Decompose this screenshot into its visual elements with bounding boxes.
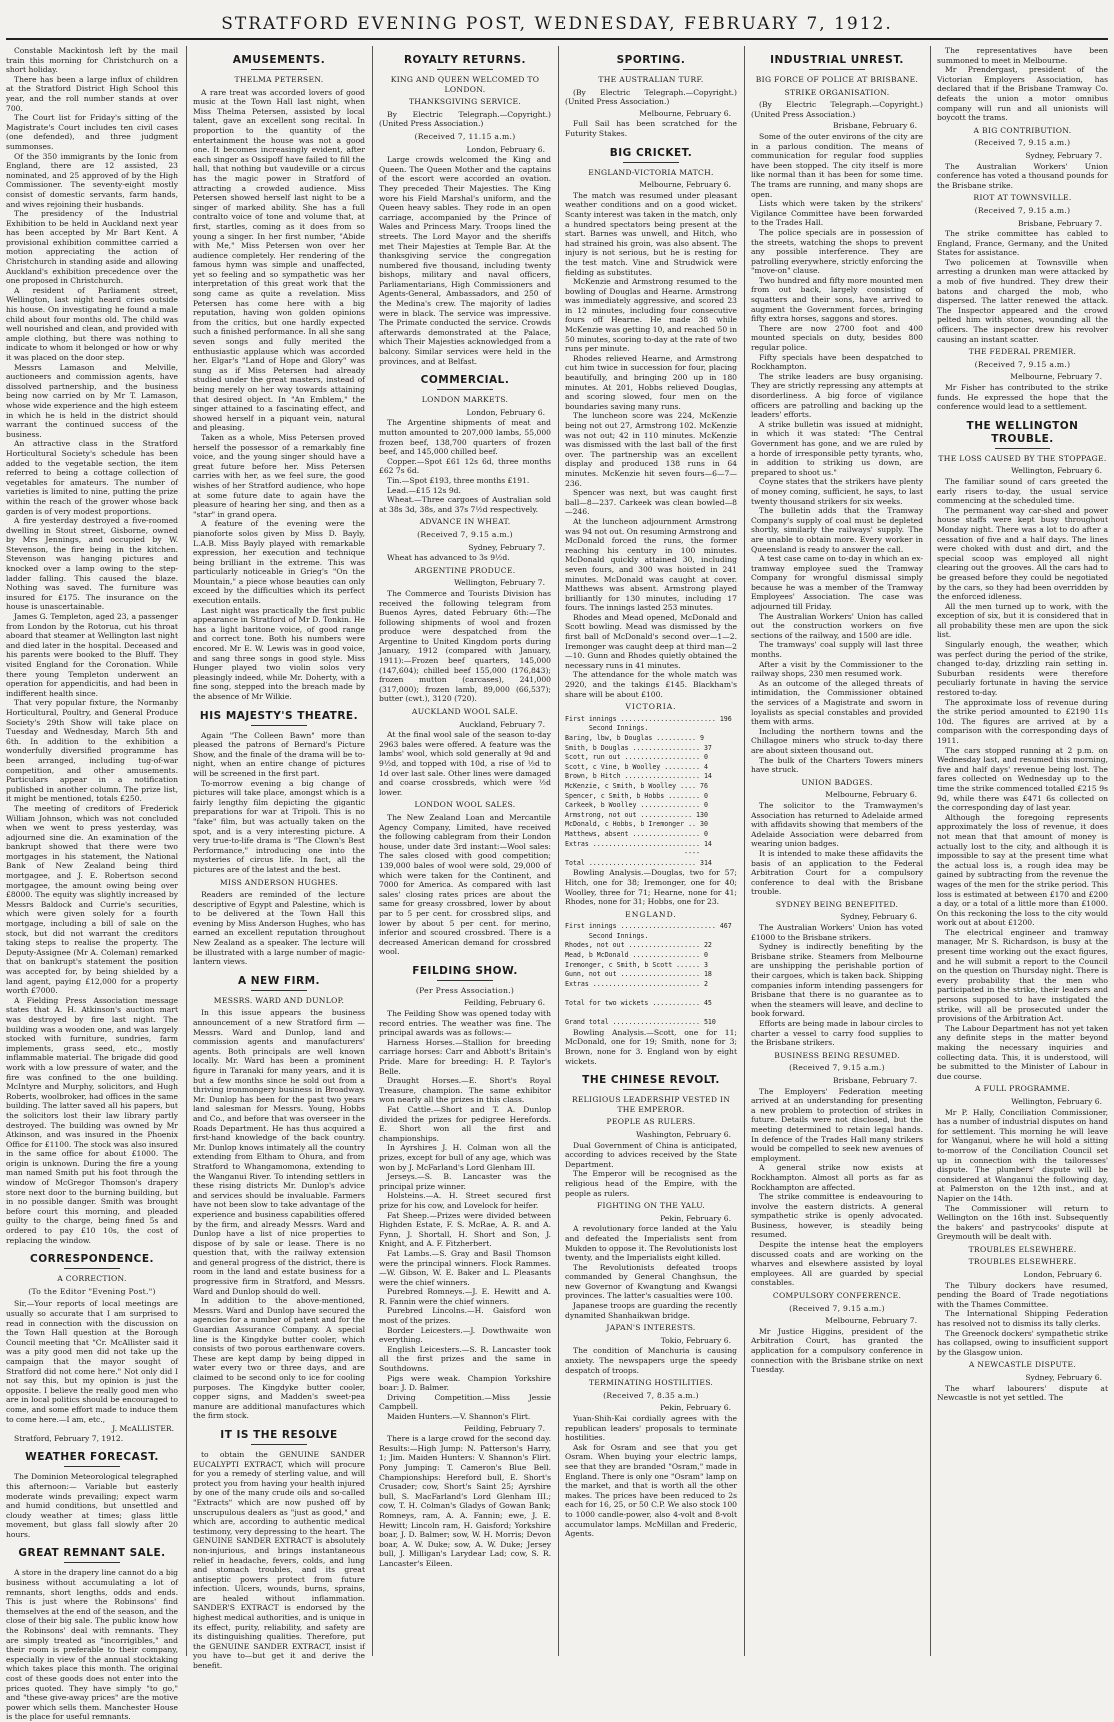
subheading: A BIG CONTRIBUTION. — [973, 125, 1072, 135]
paragraph: The Emperor will be recognised as the religious head of the Empire, with the people as rulers. — [565, 1169, 737, 1198]
paragraph: Mr Justice Higgins, president of the Arbitration Court, has granted the application for a compulsory conference in connection with the Brisbane strike on next Tuesday. — [751, 1326, 923, 1375]
paragraph: Taken as a whole, Miss Petersen proved herself the possessor of a remarkably fine voice, and the young singer should have a great future before her. Miss Petersen carries with her, as we feel sure, the good wishes of her Stratford audience, who hope at some future date to again have the pleasure of hearing her sing, and then as a "star" in grand opera. — [193, 432, 365, 519]
heading-rule — [437, 69, 492, 70]
paragraph: Fifty specials have been despatched to Rockhampton. — [751, 352, 923, 372]
subheading: (Received 7, 9.15 a.m.) — [974, 138, 1071, 148]
paragraph: The presidency of the Industrial Exhibition to be held in Auckland next year has been accepted by Mr Bart Kent. A provisional exhibition committee carried a motion appreciating the action of Christchurch in standing aside and allowing Auckland's exhibition precedence over the one proposed in Christchurch. — [6, 209, 178, 286]
heading-rule — [623, 69, 678, 70]
subheading: (Received 7, 11.15 a.m.) — [414, 131, 516, 141]
paragraph: Ask for Osram and see that you get Osram. When buying your electric lamps, see that they are branded "Osram," made in England. There is only one "Osram" lamp on the market, and that is worth all the other makes. The prices have been reduced to 2s each for 16, 25, or 50 C.P. We also stock 100 to 1000 candle-power, also 4-volt and 8-volt accumulator lamps. McMillan and Frederic, Agents. — [565, 1442, 737, 1539]
paragraph: A fire yesterday destroyed a five-roomed dwelling in Stout street, Gisborne, owned by Mrs Jennings, and occupied by W. Stevenson, the fire being in the kitchen. Stevenson was hanging pictures and knocked over a lamp owing to the step-ladder falling. This caused the blaze. Nothing was saved. The furniture was insured for £175. The insurance on the house is unascertainable. — [6, 516, 178, 612]
paragraph: It is intended to make these affidavits the basis of an application to the Federal Arbitration Court for a compulsory conference to deal with the Brisbane trouble. — [751, 848, 923, 897]
subheading: KING AND QUEEN WELCOMED TO LONDON. — [390, 75, 540, 94]
dateline: London, February 6. — [466, 144, 545, 154]
paragraph: There has been a large influx of children at the Stratford District High School this year, and the roll number stands at over 700. — [6, 74, 178, 113]
paragraph: Bowling Analysis.—Douglas, two for 57; Hitch, one for 38; Iremonger, one for 40; Woolley, three for 71; Hearne, none for 41; Rhodes, none for 31; Hobbs, one for 23. — [565, 868, 737, 907]
paragraph: Of the 350 immigrants by the Ionic from England, there are 12 assisted, 23 nominated, and 25 approved of by the High Commissioner. The seventy-eight mostly consist of domestic servants, farm hands, and wives rejoining their husbands. — [6, 151, 178, 209]
paragraph: A revolutionary force landed at the Yalu and defeated the Imperialists sent from Mukden to oppose it. The Revolutionists lost twenty, and the Imperialists eight killed. — [565, 1224, 737, 1263]
dateline: Brisbane, February 6. — [833, 121, 917, 131]
paragraph: The strike leaders are busy organising. They are strictly repressing any attempts at disorderliness. A big force of vigilance officers are patrolling and backing up the leaders' efforts. — [751, 371, 923, 420]
paragraph: At the final wool sale of the season to-day 2963 bales were offered. A feature was the lambs' wool, which sold generally at 9d and 9½d, and topped with 10d, a rise of ½d to 1d over last sale. Other lines were damaged and coarse crossbreds, which were ½d lower. — [379, 730, 551, 797]
paragraph: Holsteins.—A. H. Street secured first prize for his cow, and Lovelock for heifer. — [379, 1191, 551, 1210]
paragraph: Purebred Lincolns.—H. Gaisford won most of the prizes. — [379, 1306, 551, 1326]
paragraph: Dual Government of China is anticipated, according to advices received by the State Department. — [565, 1140, 737, 1169]
dateline: London, February 6. — [466, 407, 545, 417]
dateline: Auckland, February 7. — [459, 719, 545, 729]
paragraph: In this issue appears the business announcement of a new Stratford firm —Messrs. Ward and Dunlop, land and commission agents and manufacturers' agents. Both principals are well known locally. Mr. Ward has been a prominent figure in Taranaki for many years, and it is but a few months since he sold out from a thriving ironmongery business in Broadway. Mr. Dunlop has been for the past two years land salesman for Messrs. Young, Hobbs and Co., and before that was overseer in the Roads Department. He has thus acquired a first-hand knowledge of the back country. Mr. Dunlop knows intimately all the country extending from Eltham to Ohura, and from Stratford to Whangamomona, extending to the Wanganui River. To intending settlers in these rising districts Mr. Dunlop's advice and services should be invaluable. Farmers have not been slow to take advantage of the experience and business capabilities offered by the firm, and already Messrs. Ward and Dunlop have a list of nice properties to dispose of by sale or lease. There is no question that, with the railway extension and general progress of the district, there is room in the land and estate business for a progressive firm in Stratford, and Messrs. Ward and Dunlop should do well. — [193, 1008, 365, 1296]
paragraph: James G. Templeton, aged 23, a passenger from London by the Rotorua, cut his throat aboard that steamer at Wellington last night and died later in the hospital. Deceased and his parents were booked to the Bluff. They visited England for the Coronation. While there young Templeton underwent an operation for appendicitis, and had been in indifferent health since. — [6, 612, 178, 698]
paragraph: The bulletin adds that the Tramway Company's supply of coal must be depleted shortly, similarly the railways' supply. The are unable to obtain more. Every worker in Queensland is ready to answer the call. — [751, 506, 923, 554]
paragraph: Two policemen at Townsville when arresting a drunken man were attacked by a mob of five hundred. They drew their batons and charged the mob, who dispersed. The latter renewed the attack. The Inspector appeared and the crowd pelted him with stones, wounding all the officers. The inspector drew his revolver causing an instant scatter. — [937, 257, 1108, 344]
paragraph: An attractive class in the Stratford Horticultural Society's schedule has been added to the vegetable section, the item referred to being a cottage collection of vegetables for amateurs. The number of varieties is limited to nine, putting the prize within the reach of the grower whose back garden is of very modest proportions. — [6, 439, 178, 516]
paragraph: As an outcome of the alleged threats of intimidation, the Commissioner obtained the services of a Magistrate and sworn in loyalists as special constables and provided them with arms. — [751, 678, 923, 727]
paragraph: Including the northern towns and the Chillagoe miners who struck to-day there are about sixteen thousand out. — [751, 726, 923, 755]
paragraph: Sydney is indirectly benefiting by the Brisbane strike. Steamers from Melbourne are unshipping the perishable portion of their cargoes, which is taken back. Shipping companies inform intending passengers for Brisbane that there is no guarantee as to when the steamers will leave, and decline to book forward. — [751, 942, 923, 1019]
scorecard: First innings ........................ 467 Second Innings. Rhodes, not out .................. 22 Mead, b McDonald ................. 0 Iremonger, c Smith, b Scott ...... 3 Gunn, not out .................... 18 Extras ........................... 2 Total for two wickets ............ 45 Grand total ...................... 510 — [565, 922, 732, 1027]
paragraph: Jerseys.—S. B. Lancaster was the principal prize winner. — [379, 1172, 551, 1191]
paragraph: That very popular fixture, the Normanby Horticultural, Poultry, and General Produce Society's 29th Show will take place on Tuesday and Wednesday, March 5th and 6th. In addition to the exhibition a wonderfully diversified programme has been arranged, including tug-of-war competition, and other amusements. Particulars appear in a notification published in another column. The prize list, it might be mentioned, totals £250. — [6, 698, 178, 804]
column-rule — [558, 46, 559, 1656]
paragraph: A store in the drapery line cannot do a big business without accumulating a lot of remnants, short lengths, odds and ends. This is just where the Robinsons' find themselves at the end of the season, and the close of their big sale. The public know how the Robinsons' deal with remnants. They are simply treated as "incorrigibles," and their room is preferable to their company, especially in view of the annual stocktaking which takes place this month. The original cost of these goods does not enter into the prices quoted. They have simply "to go," and "these give-away prices" are the motive power which sells them. Manchester House is the place for useful remnants. — [6, 1568, 178, 1722]
paragraph: Bowling Analysis.—Scott, one for 11; McDonald, one for 19; Smith, none for 3; Brown, none for 3. England won by eight wickets. — [565, 1027, 737, 1066]
paragraph: Tin.—Spot £193, three months £191. — [387, 475, 530, 485]
paragraph: Mr Fisher has contributed to the strike funds. He expressed the hope that the conference would lead to a settlement. — [937, 383, 1108, 412]
column-4 — [565, 46, 737, 1656]
heading-rule — [623, 1089, 678, 1090]
paragraph: Yuan-Shih-Kai cordially agrees with the republican leaders' proposals to terminate hostilities. — [565, 1414, 737, 1443]
section-heading: THE CHINESE REVOLT. — [582, 1074, 720, 1087]
paragraph: Despite the intense heat the employers discussed coats and are working on the wharves and elsewhere assisted by loyal employees. All are guarded by special constables. — [751, 1240, 923, 1288]
masthead — [6, 14, 1108, 40]
paragraph: The police specials are in possession of the streets, watching the shops to prevent any possible interference. They are patrolling everywhere, strictly enforcing the "move-on" clause. — [751, 227, 923, 276]
subheading: UNION BADGES. — [801, 777, 873, 787]
column-5 — [751, 46, 923, 1656]
subheading: TROUBLES ELSEWHERE. — [968, 1244, 1077, 1254]
paragraph: All the men turned up to work, with the exception of six, but it is considered that in all probability these men are upon the sick list. — [937, 601, 1108, 640]
heading-rule — [64, 1562, 119, 1563]
paragraph: Fat Cattle.—Short and T. A. Dunlop divided the prizes for pedigree Herefords. E. Short won all the first and championships. — [379, 1105, 551, 1143]
paragraph: The cars stopped running at 2 p.m. on Wednesday last, and resumed this morning, five and half days' revenue being lost. The fares collected on Wednesday up to the time the strike commenced totalled £215 9s 9d, while there was £471 6s collected on the corresponding day of last year. — [937, 745, 1108, 813]
paragraph: Coyne states that the strikers have plenty of money coming, sufficient, he says, to last twenty thousand strikers for six weeks. — [751, 477, 923, 506]
subheading: MESSRS. WARD AND DUNLOP. — [213, 995, 345, 1005]
section-heading: WEATHER FORECAST. — [25, 1451, 159, 1464]
subheading: (Received 7, 9.15 a.m.) — [974, 359, 1071, 369]
dateline: Sydney, February 6. — [1025, 1373, 1102, 1382]
scorecard-heading: ENGLAND. — [625, 909, 677, 919]
heading-rule — [251, 990, 306, 991]
paragraph: The Employers' Federation meeting arrived at an understanding for presenting a new problem to protection of strikes in future. Details were not disclosed, but the meeting determined to retain legal hands. In defence of the Trades Hall many strikers would be compelled to seek new avenues of employment. — [751, 1086, 923, 1163]
paragraph: The Revolutionists defeated troops commanded by General Changhsun, the new Governor of Kwangtung and Kwangsi provinces. The latter's casualties were 100. — [565, 1262, 737, 1301]
paragraph: Lead.—£15 12s 9d. — [387, 485, 461, 495]
dateline: Washington, February 6. — [636, 1129, 731, 1139]
section-heading: AMUSEMENTS. — [232, 54, 326, 66]
heading-rule — [809, 69, 864, 70]
paragraph: The Dominion Meteorological telegraphed this afternoon:— Variable but easterly moderate winds prevailing; expect warm and humid conditions, but unsettled and cloudy weather at times; glass little movement, but glass fall slowly after 20 hours. — [6, 1472, 178, 1539]
heading-rule — [437, 389, 492, 390]
heading-rule — [64, 1466, 119, 1467]
paragraph: At the luncheon adjournment Armstrong was 94 not out. On resuming Armstrong and McDonald forced the runs, the former reaching his century in 100 minutes. McDonald quickly attained 30, including seven fours, and 300 was hoisted in 241 minutes. McDonald was caught at cover. Matthews was absent. Armstrong played brilliantly for 130 minutes, including 17 fours. The innings lasted 253 minutes. — [565, 516, 737, 613]
signature: J. McALLISTER. — [112, 1424, 174, 1434]
section-heading: FEILDING SHOW. — [412, 964, 518, 977]
column-rule — [744, 46, 745, 1656]
subheading: THE LOSS CAUSED BY THE STOPPAGE. — [938, 453, 1107, 463]
subheading: (To the Editor "Evening Post.") — [28, 1286, 156, 1296]
column-2 — [193, 46, 365, 1671]
subheading: (Received 7, 9.15 a.m.) — [417, 529, 513, 539]
paragraph: Border Leicesters.—J. Dowthwaite won everything. — [379, 1325, 551, 1345]
paragraph: A general strike now exists at Rockhampton. Almost all ports as far as Rockhampton are affected. — [751, 1163, 923, 1192]
paragraph: English Leicesters.—S. R. Lancaster took all the first prizes and the same in Southdowns. — [379, 1344, 551, 1374]
paragraph: Readers are reminded of the lecture descriptive of Egypt and Palestine, which is to be delivered at the Town Hall this evening by Miss Anderson Hughes, who has earned an excellent reputation throughout New Zealand as a speaker. The lecture will be illustrated with a large number of magic-lantern views. — [193, 890, 365, 967]
heading-rule — [251, 1444, 306, 1445]
section-heading: A NEW FIRM. — [237, 974, 321, 987]
subheading: THE AUSTRALIAN TURF. — [598, 75, 704, 84]
column-rule — [372, 46, 373, 1656]
paragraph: The Court list for Friday's sitting of the Magistrate's Court includes ten civil cases (one defended), and three judgment summonses. — [6, 113, 178, 151]
subheading: A FULL PROGRAMME. — [975, 1084, 1070, 1094]
subheading: THELMA PETERSEN. — [234, 75, 324, 84]
subheading: (Received 7, 9.15 a.m.) — [789, 1063, 885, 1073]
paragraph: The Australian Workers' Union has called out the construction workers on five sections of the railway, and 1500 are idle. — [751, 611, 923, 640]
subheading: ENGLAND-VICTORIA MATCH. — [588, 167, 714, 177]
paragraph: The permanent way car-shed and power house staffs were kept busy throughout Monday night. There was a lot to do after a cessation of five and a half days. The lines were choked with dust and dirt, and the special scoop was employed all night clearing out the grooves. All the cars had to be greased before they could be negotiated by the cars, so they had been overridden by the enforced idleness. — [937, 505, 1108, 602]
paragraph: McKenzie and Armstrong resumed to the bowling of Douglas and Hearne. Armstrong was immediately aggressive, and scored 23 in 12 minutes, including four consecutive fours off Hearne. He made 38 while McKenzie was getting 10, and reached 50 in 50 minutes, scoring to-day at the rate of two runs per minute. — [565, 277, 737, 354]
paragraph: The bulk of the Charters Towers miners have struck. — [751, 755, 923, 775]
paragraph: The International Shipping Federation has resolved not to dismiss its tally clerks. — [937, 1309, 1108, 1329]
paragraph: The meeting of creditors of Frederick William Johnson, which was not concluded when we went to press yesterday, was adjourned sine die. An examination of the bankrupt showed that there were two mortgages in his statement, the National Bank of New Zealand being third mortgagee, and J. E. Robertson second mortgagee, the amount owing being over £8000. The equity was slightly increased by Messrs Baldock and Currie's securities, which were given solely for a fourth mortgage, including a bill of sale on the stock, but did not warrant the creditors taking steps to realise the property. The Deputy-Assignee (Mr A. Coleman) remarked that on bankrupt's statement the position was accepted for, by being shielded by a land agent, paying £12,000 for a property worth £7000. — [6, 803, 178, 996]
subheading: (Per Press Association.) — [415, 985, 515, 995]
section-heading: ROYALTY RETURNS. — [403, 54, 527, 66]
subheading: TERMINATING HOSTILITIES. — [588, 1378, 714, 1388]
dateline: Brisbane, February 7. — [1018, 218, 1102, 228]
dateline: Sydney, February 7. — [468, 542, 545, 552]
paragraph: Fat Sheep.—Prizes were divided between Highden Estate, F. S. McRae, A. R. and A. Fynn, J. Shortall, H. Short and Son, J. Knight, and A. F. Fitzherbert. — [379, 1210, 551, 1249]
paragraph: The Argentine shipments of meat and mutton amounted to 207,000 lambs, 55,000 frozen beef, 138,700 quarters of frozen beef, and 145,000 chilled beef. — [379, 418, 551, 457]
paragraph: Purebred Romneys.—J. E. Hewitt and A. R. Fannin were the chief winners. — [379, 1287, 551, 1306]
paragraph: Efforts are being made in labour circles to charter a vessel to carry food supplies to the Brisbane strikers. — [751, 1019, 923, 1048]
paragraph: Mr Prendergast, president of the Victorian Employers Association, has declared that if the Brisbane Tramway Co. defeats the union a motor omnibus company will run and all unionists will boycott the trams. — [937, 65, 1108, 123]
section-heading: HIS MAJESTY'S THEATRE. — [199, 709, 359, 722]
paragraph: Messrs Lamason and Melville, auctioneers and commission agents, have dissolved partnership, and the business being now carried on by Mr T. Lamason, whose wide experience and the high esteem in which he is held in the district should warrant the continued success of the business. — [6, 362, 178, 439]
subheading: LONDON MARKETS. — [421, 395, 509, 405]
dateline: Brisbane, February 7. — [833, 1075, 917, 1085]
paragraph: Sir,—Your reports of local meetings are usually so accurate that I am surprised to read in connection with the discussion on the Town Hall question at the Borough Council meeting that "Cr. McAllister said it was a pity good men did not take up the campaign that the mayor sought of Stratford did not come here." Not only did I not say this, but my opinion is just the opposite. I believe the really good men who are in local politics should be encouraged to come, and some effort made to induce them to come here.—I am, etc., — [6, 1299, 178, 1424]
column-6 — [937, 46, 1108, 1656]
subheading: STRIKE ORGANISATION. — [784, 87, 890, 97]
paragraph: Large crowds welcomed the King and Queen. The Queen Mother and the captains of the escort were accorded an ovation. They preceded Their Majesties. The King wore his Field Marshal's uniform, and the Queen heavy sables. They rode in an open carriage, accompanied by the Prince of Wales and Princess Mary. Troops lined the streets. The Lord Mayor and the sheriffs met Their Majesties at Temple Bar. At the thanksgiving service the congregation numbered five thousand, including twenty bishops, military and naval officers, Parliamentarians, High Commissioners and Agents-General, Ambassadors, and 250 of the Medina's crew. The majority of ladies were in black. The service was impressive. The Primate conducted the service. Crowds afterwards demonstrated at the Palace, which Their Majesties acknowledged from a balcony. Similar services were held in the provinces, and at Belfast. — [379, 155, 551, 366]
paragraph: Pigs were weak. Champion Yorkshire boar: J. D. Balmer. — [379, 1373, 551, 1393]
paragraph: Stratford, February 7, 1912. — [14, 1433, 124, 1443]
dateline: Sydney, February 7. — [1025, 150, 1102, 160]
paragraph: Last night was practically the first public appearance in Stratford of Mr D. Tonkin. He has a light baritone voice, of good range and correct tone. Both his numbers were encored. Mr E. W. Lewis was in good voice, and sang three songs in good style. Miss Hunger played two violin solos very pleasingly indeed, while Mr. Doherty, with a fine song, stepped into the breach made by the absence of Mr Wilkie. — [193, 605, 365, 701]
heading-rule — [251, 69, 306, 70]
subheading: ARGENTINE PRODUCE. — [414, 565, 516, 575]
subheading: FIGHTING ON THE YALU. — [596, 1201, 706, 1211]
paragraph: Harness Horses.—Stallion for breeding carriage horses: Carr and Abbott's Britain's Pride. Mare for breeding: H. P. Taylor's Belle. — [379, 1037, 551, 1076]
paragraph: A resident of Parliament street, Wellington, last night heard cries outside his house. On investigating he found a male child about four months old. The child was well nourished and clean, and provided with ample clothing, but there was nothing to indicate to whom it belonged or how or why it was placed on the door step. — [6, 285, 178, 362]
paragraph: There is a large crowd for the second day. Results:—High Jump: N. Patterson's Harry, 1; Jim. Maiden Hunters: V. Shannon's Flirt. Pony Jumping: T. Cameron's Blue Bell. Championships: Hereford bull, E. Short's Crusader; cow, Short's Saint 25; Ayrshire bull, S. MacFarland's Lord Glenham III.; cow, T. H. Colman's Gladys of Gowan Bank; Romneys, ram, A. A. Fannin; ewe, J. E. Hewitt; Lincoln ram, H. Gaisford; Yorkshire boar, J. D. Balmer; sow, W. H. Morris; Devon boar, A. W. Duke; sow, A. W. Duke; Jersey bull, J. Milligan's Larydear Lad; cow, S. R. Lancaster's Eileen. — [379, 1434, 551, 1568]
dateline: Melbourne, February 6. — [825, 790, 917, 800]
paragraph: The wharf labourers' dispute at Newcastle is not yet settled. The — [937, 1383, 1108, 1403]
paragraph: Wheat has advanced to 3s 9½d. — [387, 553, 510, 563]
paragraph: The Greenock dockers' sympathetic strike has collapsed, owing to insufficient support by the Glasgow union. — [937, 1328, 1108, 1357]
dateline: Wellington, February 6. — [1011, 466, 1102, 476]
paragraph: The Feilding Show was opened today with record entries. The weather was fine. The principal awards was as follows:— — [379, 1009, 551, 1038]
paragraph: A feature of the evening were the pianoforte solos given by Miss D. Bayly, L.A.B. Miss Bayly played with remarkable expression, her execution and technique being brilliant in the extreme. This was particularly noticeable in Grieg's "On the Mountain," a piece whose beauties can only exceed by the difficulties which its perfect execution entails. — [193, 519, 365, 606]
dateline: Pekin, February 6. — [660, 1403, 731, 1413]
subheading: RIOT AT TOWNSVILLE. — [973, 193, 1072, 203]
subheading: (Received 7, 8.35 a.m.) — [603, 1390, 699, 1400]
paragraph: A rare treat was accorded lovers of good music at the Town Hall last night, when Miss Thelma Petersen, assisted by local talent, gave an excellent song recital. In proportion to the quantity of the entertainment the house was not a good one. It becomes increasingly evident, after each singer as Ossipoff have failed to fill the hall, that nothing but vaudeville or a circus has the magic power in Stratford of attracting a crowded audience. Miss Petersen showed herself last night to be a singer of marked ability. She has a full contralto voice of tone and volume that, at first, startles, coming as it does from so young a singer. In her first number, "Abide with Me," Miss Petersen won over her audience completely. Her rendering of the famous hymn was simple and unaffected, yet so feeling and so sympathetic was her interpretation of this great work that the song came as quite a revelation. Miss Petersen has come here with a big reputation, having won golden opinions from the critics, but one hardly expected such a finished performance. In all she sang seven songs and fully merited the enthusiastic applause which was accorded her. Elgar's "Land of Hope and Glory" was sung as if Miss Petersen had already studied under the great masters, instead of being merely on her way towards attaining that desired object. In "An Emblem," the singer attained to a fascinating effect, and showed herself in a piquant vein, natural and pleasing. — [193, 87, 365, 433]
paragraph: The Commerce and Tourists Division has received the following telegram from Buenos Ayres, dated February 6th:—The following shipments of wool and frozen produce were despatched from the Argentine to United Kingdom ports during January, 1912 (compared with January, 1911):—Frozen beef quarters, 145,000 (147,604); chilled beef 155,000 (176,843); frozen mutton (carcases), 241,000 (317,000); frozen lamb, 89,000 (66,537); butter (cwt.), 3120 (720). — [379, 588, 551, 704]
paragraph: After a visit by the Commissioner to the railway shops, 230 men resumed work. — [751, 659, 923, 679]
paragraph: The Labour Department has not yet taken any definite steps in the matter beyond making the necessary inquiries and collecting data. This, it is understood, will be submitted to the Minister of Labour in due course. — [937, 1023, 1108, 1081]
paragraph: Spencer was next, but was caught first ball—8—237. Carkeek was clean bowled—8—246. — [565, 488, 737, 517]
column-1 — [6, 46, 178, 1722]
subheading: ADVANCE IN WHEAT. — [419, 517, 511, 527]
paragraph: The solicitor to the Tramwaymen's Association has returned to Adelaide armed with affidavits showing that members of the Adelaide Association were debarred from wearing union badges. — [751, 800, 923, 849]
paragraph: Fat Lambs.—S. Gray and Basil Thomson were the principal winners. Flock Rammes.—W. Gibson, W. E. Baker and L. Pleasants were the chief winners. — [379, 1248, 551, 1287]
paragraph: The New Zealand Loan and Mercantile Agency Company, Limited, have received the following cablegram from their London house, under date 3rd instant:—Wool sales: The sales closed with good competition; 139,000 bales of wool were sold, 29,000 of which were taken for the Continent, and 7000 for America. As compared with last sales' closing rates prices are about the same for greasy crossbred, lower by about par to 5 per cent. for crossbred slips, and lower by about 5 per cent. for merino, inferior and scoured crossbred. There is a decreased American demand for crossbred wool. — [379, 812, 551, 957]
paragraph: The representatives have been summoned to meet in Melbourne. — [937, 46, 1108, 65]
subheading: A NEWCASTLE DISPUTE. — [968, 1360, 1077, 1370]
subheading: THANKSGIVING SERVICE. — [408, 97, 522, 107]
scorecard: First innings ........................ 196 Second Innings. Baring, lbw, b Douglas .......... 9 Smith, b Douglas ................. 37 Scott, run out ................... 0 Scott, c Vine, b Woolley ......... 4 Brown, b Hitch ................... 14 McKenzie, c Smith, b Woolley .... 76 Spencer, c Smith, b Hobbs ........ 0 Carkeek, b Woolley ............... 0 Armstrong, not out ............. 130 McDonald, c Hobbs, b Iremonger .. 30 Matthews, absent ................. 0 Extras ........................... 14 ---- Total ........................... 314 — [565, 714, 732, 867]
paragraph: Lists which were taken by the strikers' Vigilance Committee have been forwarded to the Trades Hall. — [751, 199, 923, 228]
subheading: LONDON WOOL SALES. — [414, 800, 516, 810]
scorecard-heading: VICTORIA. — [625, 702, 677, 712]
dateline: Melbourne, February 7. — [1010, 372, 1102, 382]
heading-rule — [995, 448, 1050, 449]
paragraph: The strike committee has cabled to England, France, Germany, and the United States for assistance. — [937, 229, 1108, 258]
section-heading: SPORTING. — [616, 54, 686, 66]
dateline: Melbourne, February 7. — [825, 1316, 917, 1326]
paragraph: The Australian Workers' Union conference has voted a thousand pounds for the Brisbane strike. — [937, 161, 1108, 190]
paragraph: By Electric Telegraph.—Copyright.) (United Press Association.) — [379, 109, 551, 129]
paragraph: The luncheon score was 224, McKenzie being not out 27, Armstrong 102. McKenzie was not out; 42 in 110 minutes. McKenzie was dismissed with the last ball of the first over. The partnership was an excellent display and produced 138 runs in 64 minutes. McKenzie hit seven fours—6—7—236. — [565, 411, 737, 488]
subheading: RELIGIOUS LEADERSHIP VESTED IN THE EMPEROR. — [571, 1095, 731, 1114]
section-heading: CORRESPONDENCE. — [30, 1253, 154, 1266]
subheading: SYDNEY BEING BENEFITED. — [775, 899, 899, 909]
paragraph: (By Electric Telegraph.—Copyright.) (United Press Association.) — [751, 100, 923, 119]
column-rule — [930, 46, 931, 1656]
dateline: Wellington, February 7. — [454, 578, 545, 588]
paragraph: The electrical engineer and tramway manager, Mr S. Richardson, is busy at the present time working out the exact figures, and he will submit a report to the Council on the question on Thursday night. There is every probability that the men who participated in the strike, their leaders and persons supposed to have instigated the strike, will all be prosecuted under the provisions of the Arbitration Act. — [937, 927, 1108, 1024]
subheading: JAPAN'S INTERESTS. — [606, 1323, 696, 1333]
paragraph: to obtain the GENUINE SANDER EUCALYPTI EXTRACT, which will procure for you a remedy of sterling value, and will protect you from having your health injured by one of the many crude oils and so-called "Extracts" which are now pushed off by unscrupulous dealers as "just as good," and which are, according to authentic medical testimony, very depressing to the heart. The GENUINE SANDER EXTRACT is absolutely non-injurious, and brings instantaneous relief in headache, fevers, colds, and lung and stomach troubles, and its great antiseptic powers protect from future infection. Ulcers, wounds, burns, sprains, are healed without inflammation. SANDER'S EXTRACT is endorsed by the highest medical authorities, and is unique in its effect, purity, reliability, and safety are its distinguishing qualities. Therefore, put the GENUINE SANDER EXTRACT, insist if you have to—but get it and derive the benefit. — [193, 1449, 365, 1671]
subheading: (Received 7, 9.15 a.m.) — [974, 205, 1071, 215]
paragraph: A test case came on to-day in which an ex-tramway employee sued the Tramway Company for wrongful dismissal simply because he was a member of the Tramway Employees' Association. The case was adjourned till Friday. — [751, 554, 923, 612]
section-heading: GREAT REMNANT SALE. — [18, 1547, 166, 1560]
heading-rule — [623, 162, 678, 163]
dateline: Melbourne, February 6. — [639, 108, 731, 118]
subheading: PEOPLE AS RULERS. — [606, 1117, 696, 1127]
paragraph: The strike committee is endeavouring to involve the eastern districts. A general sympathetic strike is openly advocated. Business, however, is steadily being resumed. — [751, 1192, 923, 1240]
paragraph: The tramways' coal supply will last three months. — [751, 640, 923, 660]
subheading: AUCKLAND WOOL SALE. — [411, 707, 519, 717]
column-3 — [379, 46, 551, 1656]
dateline: Wellington, February 6. — [1011, 1096, 1102, 1106]
paragraph: A strike bulletin was issued at midnight, in which it was stated: "The Central Government has gone, and we are ruled by a horde of irresponsible petty tyrants, who, in addition to striking us down, are prepared to shoot us." — [751, 419, 923, 477]
paragraph: In addition to the above-mentioned, Messrs. Ward and Dunlop have secured the agencies for a number of patent and for the Guardian Assurance Company. A special line is the Kingdyke butter cooler, which consists of two porous earthenware covers. These are kept damp by being dipped in water every two or three days, and are claimed to be second only to ice for cooling purposes. The Kingdyke butter cooler, copper signs, and Madden's sweet-pea manure are additional manufactures which the firm stock. — [193, 1296, 365, 1421]
subheading: (Received 7, 9.15 a.m.) — [789, 1303, 885, 1313]
paragraph: There are now 2700 foot and 400 mounted specials on duty, besides 800 regular police. — [751, 323, 923, 353]
heading-rule — [251, 725, 306, 726]
subheading: A CORRECTION. — [57, 1274, 127, 1284]
paragraph: A Fielding Press Association message states that A. H. Atkinson's auction mart was destroyed by fire last night. The building was a wooden one, and was largely stocked with furniture, sundries, farm implements, grass seed, etc., mostly inflammable material. The brigade did good work with a low pressure of water, and the fire was confined to the one building. McIntyre and Murphy, solicitors, and Hugh Roberts, woolbroker, had offices in the same building. The latter saved all his papers, but the solicitors lost their law library partly destroyed. The building was owned by Mr Atkinson, and was insured in the Phoenix Office for £1100. The stock was also insured in the same office for about £1000. The origin is unknown. During the fire a young man named Smith put his foot through the window of McGregor Thomson's drapery store next door to the burning building, but in no possible danger. Smith was brought before court this morning, and pleaded guilty to the charge, being fined 5s and ordered to pay £10 10s, the cost of replacing the window. — [6, 995, 178, 1245]
paragraph: Singularly enough, the weather, which was perfect during the period of the strike, changed to-day, drizzling rain setting in. Suburban residents were therefore peculiarly fortunate in having the service restored to-day. — [937, 640, 1108, 698]
paragraph: Full Sail has been scratched for the Futurity Stakes. — [565, 119, 737, 138]
dateline: Sydney, February 6. — [840, 912, 917, 922]
paragraph: Although the foregoing represents approximately the loss of revenue, it does not mean that that amount of money is actually lost to the city, and although it is impossible to say at the present time what the actual loss is, a rough idea may be gained by subtracting from the revenue the wages of the men for the strike period. This loss is estimated at between £170 and £200 a day, or a total of a little more than £1000. On this reckoning the loss to the city would work out at about £1200. — [937, 812, 1108, 928]
subheading: BUSINESS BEING RESUMED. — [774, 1050, 900, 1060]
paragraph: Again "The Colleen Bawn" more than pleased the patrons of Bernard's Picture Show, and the finale of the drama will be to-night, when an entire change of pictures will be screened in the first part. — [193, 730, 365, 778]
paragraph: The Tilbury dockers have resumed, pending the Board of Trade negotiations with the Thames Committee. — [937, 1280, 1108, 1309]
masthead-title: STRATFORD EVENING POST, WEDNESDAY, FEBRUARY 7, 1912. — [221, 14, 893, 34]
paragraph: Driving Competition.—Miss Jessie Campbell. — [379, 1392, 551, 1412]
paragraph: Constable Mackintosh left by the mail train this morning for Christchurch on a short holiday. — [6, 46, 178, 75]
paragraph: In Ayrshires J. H. Colman won all the prizes, except for bull of any age, which was won by J. McFarland's Lord Glenham III. — [379, 1143, 551, 1172]
paragraph: Copper.—Spot £61 12s 6d, three months £62 7s 6d. — [379, 456, 551, 476]
dateline: Pekin, February 6. — [660, 1213, 731, 1223]
paragraph: Wheat.—Three cargoes of Australian sold at 38s 3d, 38s, and 37s 7½d respectively. — [379, 495, 551, 514]
dateline: Feilding, February 7. — [464, 1423, 545, 1433]
dateline: Tokio, February 6. — [660, 1335, 731, 1345]
paragraph: Rhodes and Mead opened, McDonald and Scott bowling. Mead was dismissed by the first ball of McDonald's second over—1—2. Iremonger was caught deep at third man—2—10. Gunn and Rhodes quietly obtained the necessary runs in 41 minutes. — [565, 612, 737, 670]
paragraph: The approximate loss of revenue during the strike period amounted to £2190 11s 10d. The figures are arrived at by a comparison with the corresponding days of 1911. — [937, 697, 1108, 745]
dateline: Feilding, February 6. — [464, 998, 545, 1008]
paragraph: The Commissioner will return to Wellington on the 16th inst. Subsequently the bakers' and pastrycooks' dispute at Greymouth will be dealt with. — [937, 1203, 1108, 1242]
paragraph: Two hundred and fifty more mounted men from out back, largely consisting of squatters and their sons, have arrived to augment the Government forces, bringing fifty extra horses, saggons and stores. — [751, 275, 923, 324]
paragraph: (By Electric Telegraph.—Copyright.) (United Press Association.) — [565, 87, 737, 107]
paragraph: To-morrow evening a big change of pictures will take place, amongst which is a fairly lengthy film depicting the gigantic preparations for war at Tripoli. This is no "fake" film, but was actually taken on the spot, and is a very interesting picture. A very true-to-life drama is "The Clown's Best Performance," introducing one into the mysteries of circus life. In fact, all the pictures are of the latest and the best. — [193, 778, 365, 874]
paragraph: Maiden Hunters.—V. Shannon's Flirt. — [387, 1412, 531, 1421]
subheading: TROUBLES ELSEWHERE. — [968, 1257, 1077, 1267]
newspaper-page — [6, 0, 1108, 1722]
dateline: Melbourne, February 6. — [639, 180, 731, 190]
paragraph: The match was resumed under pleasant weather conditions and on a good wicket. Scanty interest was taken in the match, only a hundred spectators being present at the start. Barnes was unwell, and Hitch, who had strained his groin, was also absent. The injury is not serious, but he is resting for the test match. Vine and Strudwick were fielding as substitutes. — [565, 190, 737, 277]
paragraph: Japanese troops are guarding the recently dynamited Shanhaikwan bridge. — [565, 1301, 737, 1320]
paragraph: The attendance for the whole match was 2920, and the takings £145. Blackham's share will be about £100. — [565, 670, 737, 699]
paragraph: The condition of Manchuria is causing anxiety. The newspapers urge the speedy despatch of troops. — [565, 1346, 737, 1375]
column-rule — [186, 46, 187, 1656]
paragraph: Mr P. Hally, Conciliation Commissioner, has a number of industrial disputes on hand for settlement. This morning he will leave for Wanganui, where he will hold a sitting to-morrow of the Conciliation Council set up in connection with the tailoresses' dispute. The plumbers' dispute will be considered at Wanganui the following day, at Palmerston on the 12th inst., and at Napier on the 14th. — [937, 1107, 1108, 1203]
section-heading: INDUSTRIAL UNREST. — [770, 54, 904, 66]
paragraph: Draught Horses.—E. Short's Royal Treasure, champion. The same exhibitor won nearly all the prizes in this class. — [379, 1076, 551, 1105]
dateline: London, February 6. — [1023, 1270, 1102, 1280]
heading-rule — [64, 1268, 119, 1269]
section-heading: IT IS THE RESOLVE — [220, 1428, 338, 1441]
subheading: COMPULSORY CONFERENCE. — [772, 1291, 902, 1301]
subheading: THE FEDERAL PREMIER. — [968, 347, 1077, 357]
paragraph: Some of the outer environs of the city are in a parlous condition. The means of communication for regular food supplies have been stopped. The city itself is more like normal than it has been for some time. The trams are running, and many shops are open. — [751, 131, 923, 199]
heading-rule — [437, 980, 492, 981]
paragraph: The Australian Workers' Union has voted £1000 to the Brisbane strikers. — [751, 923, 923, 942]
section-heading: COMMERCIAL. — [420, 374, 510, 387]
subheading: BIG FORCE OF POLICE AT BRISBANE. — [755, 75, 919, 84]
section-heading: THE WELLINGTON TROUBLE. — [966, 419, 1079, 445]
subheading: MISS ANDERSON HUGHES. — [219, 877, 339, 887]
section-heading: BIG CRICKET. — [609, 146, 693, 159]
paragraph: The familiar sound of cars greeted the early risers to-day, the usual service commencing at the scheduled time. — [937, 476, 1108, 506]
paragraph: Rhodes relieved Hearne, and Armstrong cut him twice in succession for four, placing beautifully, and bringing 200 up in 180 minutes. At 201, Hobbs relieved Douglas, and scoring slowed, four men on the boundaries saving many runs. — [565, 353, 737, 411]
